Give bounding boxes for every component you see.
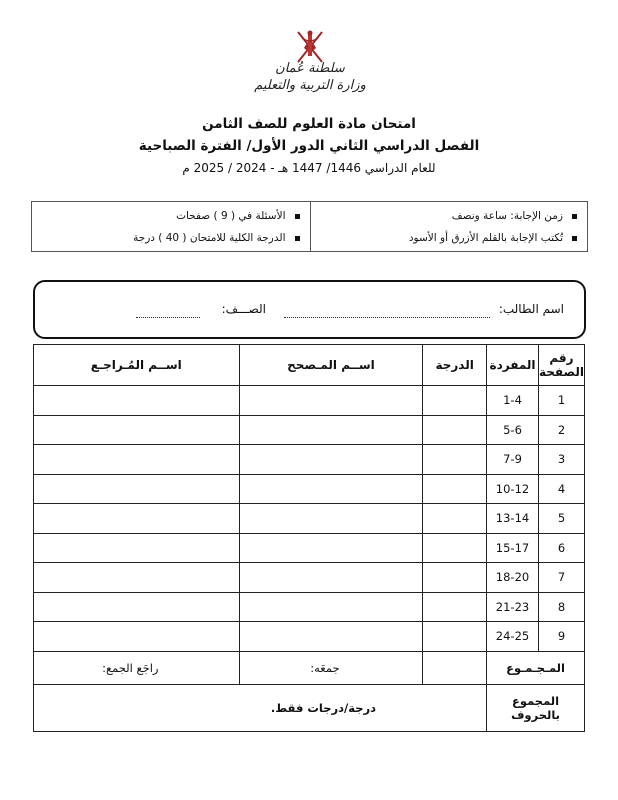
cell-corrector[interactable] (239, 533, 423, 563)
student-box (33, 280, 586, 339)
cell-reviewer[interactable] (34, 592, 240, 622)
cell-page: 6 (538, 533, 584, 563)
cell-corrector[interactable] (239, 622, 423, 652)
cell-item: 18-20 (487, 563, 539, 593)
info-time: زمن الإجابة: ساعة ونصف (451, 210, 563, 222)
total-in-words-field[interactable]: درجة/درجات فقط. (34, 684, 487, 731)
cell-reviewer[interactable] (34, 474, 240, 504)
table-row (34, 592, 585, 622)
student-class-field[interactable] (136, 317, 200, 318)
cell-grade[interactable] (423, 504, 487, 534)
header-corrector: اســم المـصحح (239, 345, 423, 386)
info-item (40, 227, 300, 249)
total-row (34, 651, 585, 684)
header-page: رقم الصفحة (538, 345, 584, 386)
cell-grade[interactable] (423, 474, 487, 504)
bullet-icon (572, 214, 577, 219)
cell-corrector[interactable] (239, 415, 423, 445)
info-item (40, 205, 300, 227)
student-name-label: اسم الطالب: (498, 302, 564, 316)
cell-corrector[interactable] (239, 592, 423, 622)
cell-item: 13-14 (487, 504, 539, 534)
cell-page: 5 (538, 504, 584, 534)
cell-corrector[interactable] (239, 504, 423, 534)
header-reviewer: اســم المُـراجـع (34, 345, 240, 386)
cell-reviewer[interactable] (34, 622, 240, 652)
cell-grade[interactable] (423, 445, 487, 475)
cell-corrector[interactable] (239, 445, 423, 475)
cell-page: 9 (538, 622, 584, 652)
table-row (34, 415, 585, 445)
grades-table (33, 344, 585, 732)
cell-page: 2 (538, 415, 584, 445)
cell-page: 3 (538, 445, 584, 475)
cell-item: 21-23 (487, 592, 539, 622)
info-item (319, 227, 578, 249)
ministry-name: وزارة التربية والتعليم (254, 78, 366, 93)
bullet-icon (295, 236, 300, 241)
checked-by-label: راجَع الجمع: (34, 651, 240, 684)
cell-grade[interactable] (423, 415, 487, 445)
cell-page: 7 (538, 563, 584, 593)
exam-title: امتحان مادة العلوم للصف الثامن (202, 116, 416, 132)
cell-grade[interactable] (423, 592, 487, 622)
cell-item: 7-9 (487, 445, 539, 475)
student-class-label: الصـــف: (221, 302, 266, 316)
table-row (34, 563, 585, 593)
cell-corrector[interactable] (239, 563, 423, 593)
total-label: المـجـمـوع (487, 651, 585, 684)
table-row (34, 504, 585, 534)
info-column-right (310, 202, 588, 251)
words-row (34, 684, 585, 731)
info-item (319, 205, 578, 227)
info-pen: تُكتب الإجابة بالقلم الأزرق أو الأسود (408, 232, 563, 244)
cell-corrector[interactable] (239, 474, 423, 504)
info-column-left (32, 202, 310, 251)
cell-grade[interactable] (423, 622, 487, 652)
cell-reviewer[interactable] (34, 386, 240, 416)
exam-year: للعام الدراسي 1446/ 1447 هـ - 2024 / 2025 م (182, 161, 436, 175)
cell-reviewer[interactable] (34, 533, 240, 563)
header-grade: الدرجة (423, 345, 487, 386)
cell-reviewer[interactable] (34, 445, 240, 475)
header-item: المفردة (487, 345, 539, 386)
cell-item: 1-4 (487, 386, 539, 416)
ministry-country: سلطنة عُمان (275, 61, 345, 76)
exam-info-box (31, 201, 588, 252)
exam-subtitle: الفصل الدراسي الثاني الدور الأول/ الفترة الصباحية (138, 138, 480, 154)
cell-page: 1 (538, 386, 584, 416)
table-row (34, 474, 585, 504)
cell-item: 10-12 (487, 474, 539, 504)
info-pages: الأسئلة في ( 9 ) صفحات (176, 210, 286, 222)
cell-grade[interactable] (423, 563, 487, 593)
exam-titles (100, 114, 518, 178)
cell-page: 8 (538, 592, 584, 622)
cell-reviewer[interactable] (34, 563, 240, 593)
cell-page: 4 (538, 474, 584, 504)
cell-item: 24-25 (487, 622, 539, 652)
bullet-icon (295, 214, 300, 219)
cell-grade[interactable] (423, 533, 487, 563)
table-row (34, 622, 585, 652)
cell-item: 15-17 (487, 533, 539, 563)
table-row (34, 386, 585, 416)
cell-corrector[interactable] (239, 386, 423, 416)
cell-reviewer[interactable] (34, 504, 240, 534)
total-in-words-label: المجموع بالحروف (487, 684, 585, 731)
bullet-icon (572, 236, 577, 241)
cell-grade[interactable] (423, 386, 487, 416)
total-grade-cell[interactable] (423, 651, 487, 684)
collected-by-label: جمعَه: (239, 651, 423, 684)
cell-reviewer[interactable] (34, 415, 240, 445)
info-total: الدرجة الكلية للامتحان ( 40 ) درجة (133, 232, 286, 244)
student-name-field[interactable] (284, 317, 490, 318)
cell-item: 5-6 (487, 415, 539, 445)
table-row (34, 445, 585, 475)
table-row (34, 533, 585, 563)
table-header-row (34, 345, 585, 386)
ministry-heading (250, 60, 370, 94)
